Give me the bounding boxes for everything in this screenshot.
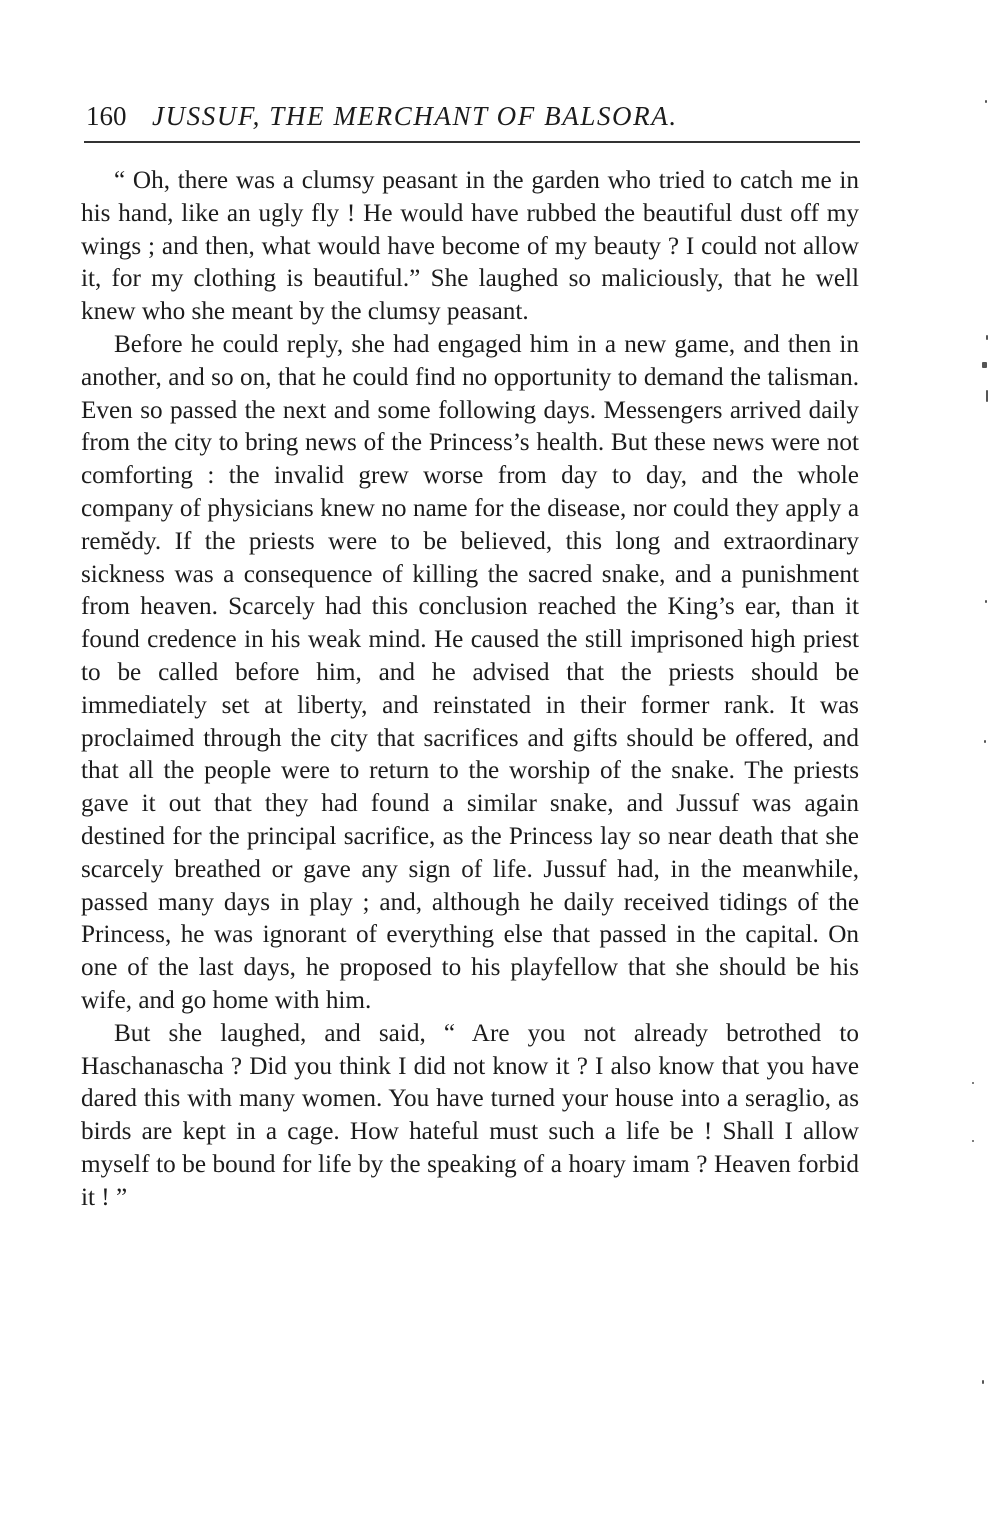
scan-speck [986, 390, 988, 402]
paragraph-3: But she laughed, and said, “ Are you not already betrothed to Haschanascha ? Did you think I did not know it ? I also know that you have dared this with many women. You have turned your house into a seraglio, as birds are kept in a cage. How hateful must such a life be ! Shall I allow myself to be bound for life by the speaking of a hoary imam ? Heaven forbid it ! ” [81, 1019, 859, 1211]
header-rule [84, 141, 860, 143]
scan-speck [984, 740, 986, 743]
scan-speck [972, 1140, 974, 1142]
body-text [81, 165, 859, 1215]
running-head [86, 96, 866, 136]
running-title: JUSSUF, THE MERCHANT OF BALSORA. [152, 101, 678, 131]
scan-speck [982, 1380, 984, 1384]
paragraph-2: Before he could reply, she had engaged him in a new game, and then in another, and so on, that he could find no opportunity to demand the talisman. Even so passed the next and some following days. Messengers arrived daily from the city to bring news of the Princess’s health. But these news were not comforting : the invalid grew worse from day to day, and the whole company of physicians knew no name for the disease, nor could they apply a remĕdy. If the priests were to be believed, this long and extraordinary sickness was a consequence of killing the sacred snake, and a punishment from heaven. Scarcely had this conclusion reached the King’s ear, than it found credence in his weak mind. He caused the still imprisoned high priest to be called before him, and he advised that the priests should be immediately set at liberty, and reinstated in their former rank. It was proclaimed through the city that sacrifices and gifts should be offered, and that all the people were to return to the worship of the snake. The priests gave it out that they had found a similar snake, and Jussuf was again destined for the principal sacrifice, as the Princess lay so near death that she scarcely breathed or gave any sign of life. Jussuf had, in the meanwhile, passed many days in play ; and, although he daily received tidings of the Princess, he was ignorant of everything else that passed in the capital. On one of the last days, he proposed to his playfellow that she should be his wife, and go home with him. [81, 330, 859, 1014]
scan-speck [985, 600, 987, 603]
page-number: 160 [86, 101, 127, 131]
scan-speck [985, 100, 987, 103]
scan-speck [982, 362, 987, 368]
scan-speck [972, 1082, 974, 1084]
paragraph-1: “ Oh, there was a clumsy peasant in the garden who tried to catch me in his hand, like an ugly fly ! He would have rubbed the beautiful dust off my wings ; and then, what would have become of my beauty ? I could not allow it, for my clothing is beautiful.” She laughed so maliciously, that he well knew who she meant by the clumsy peasant. [81, 167, 859, 326]
scan-speck [986, 335, 988, 340]
